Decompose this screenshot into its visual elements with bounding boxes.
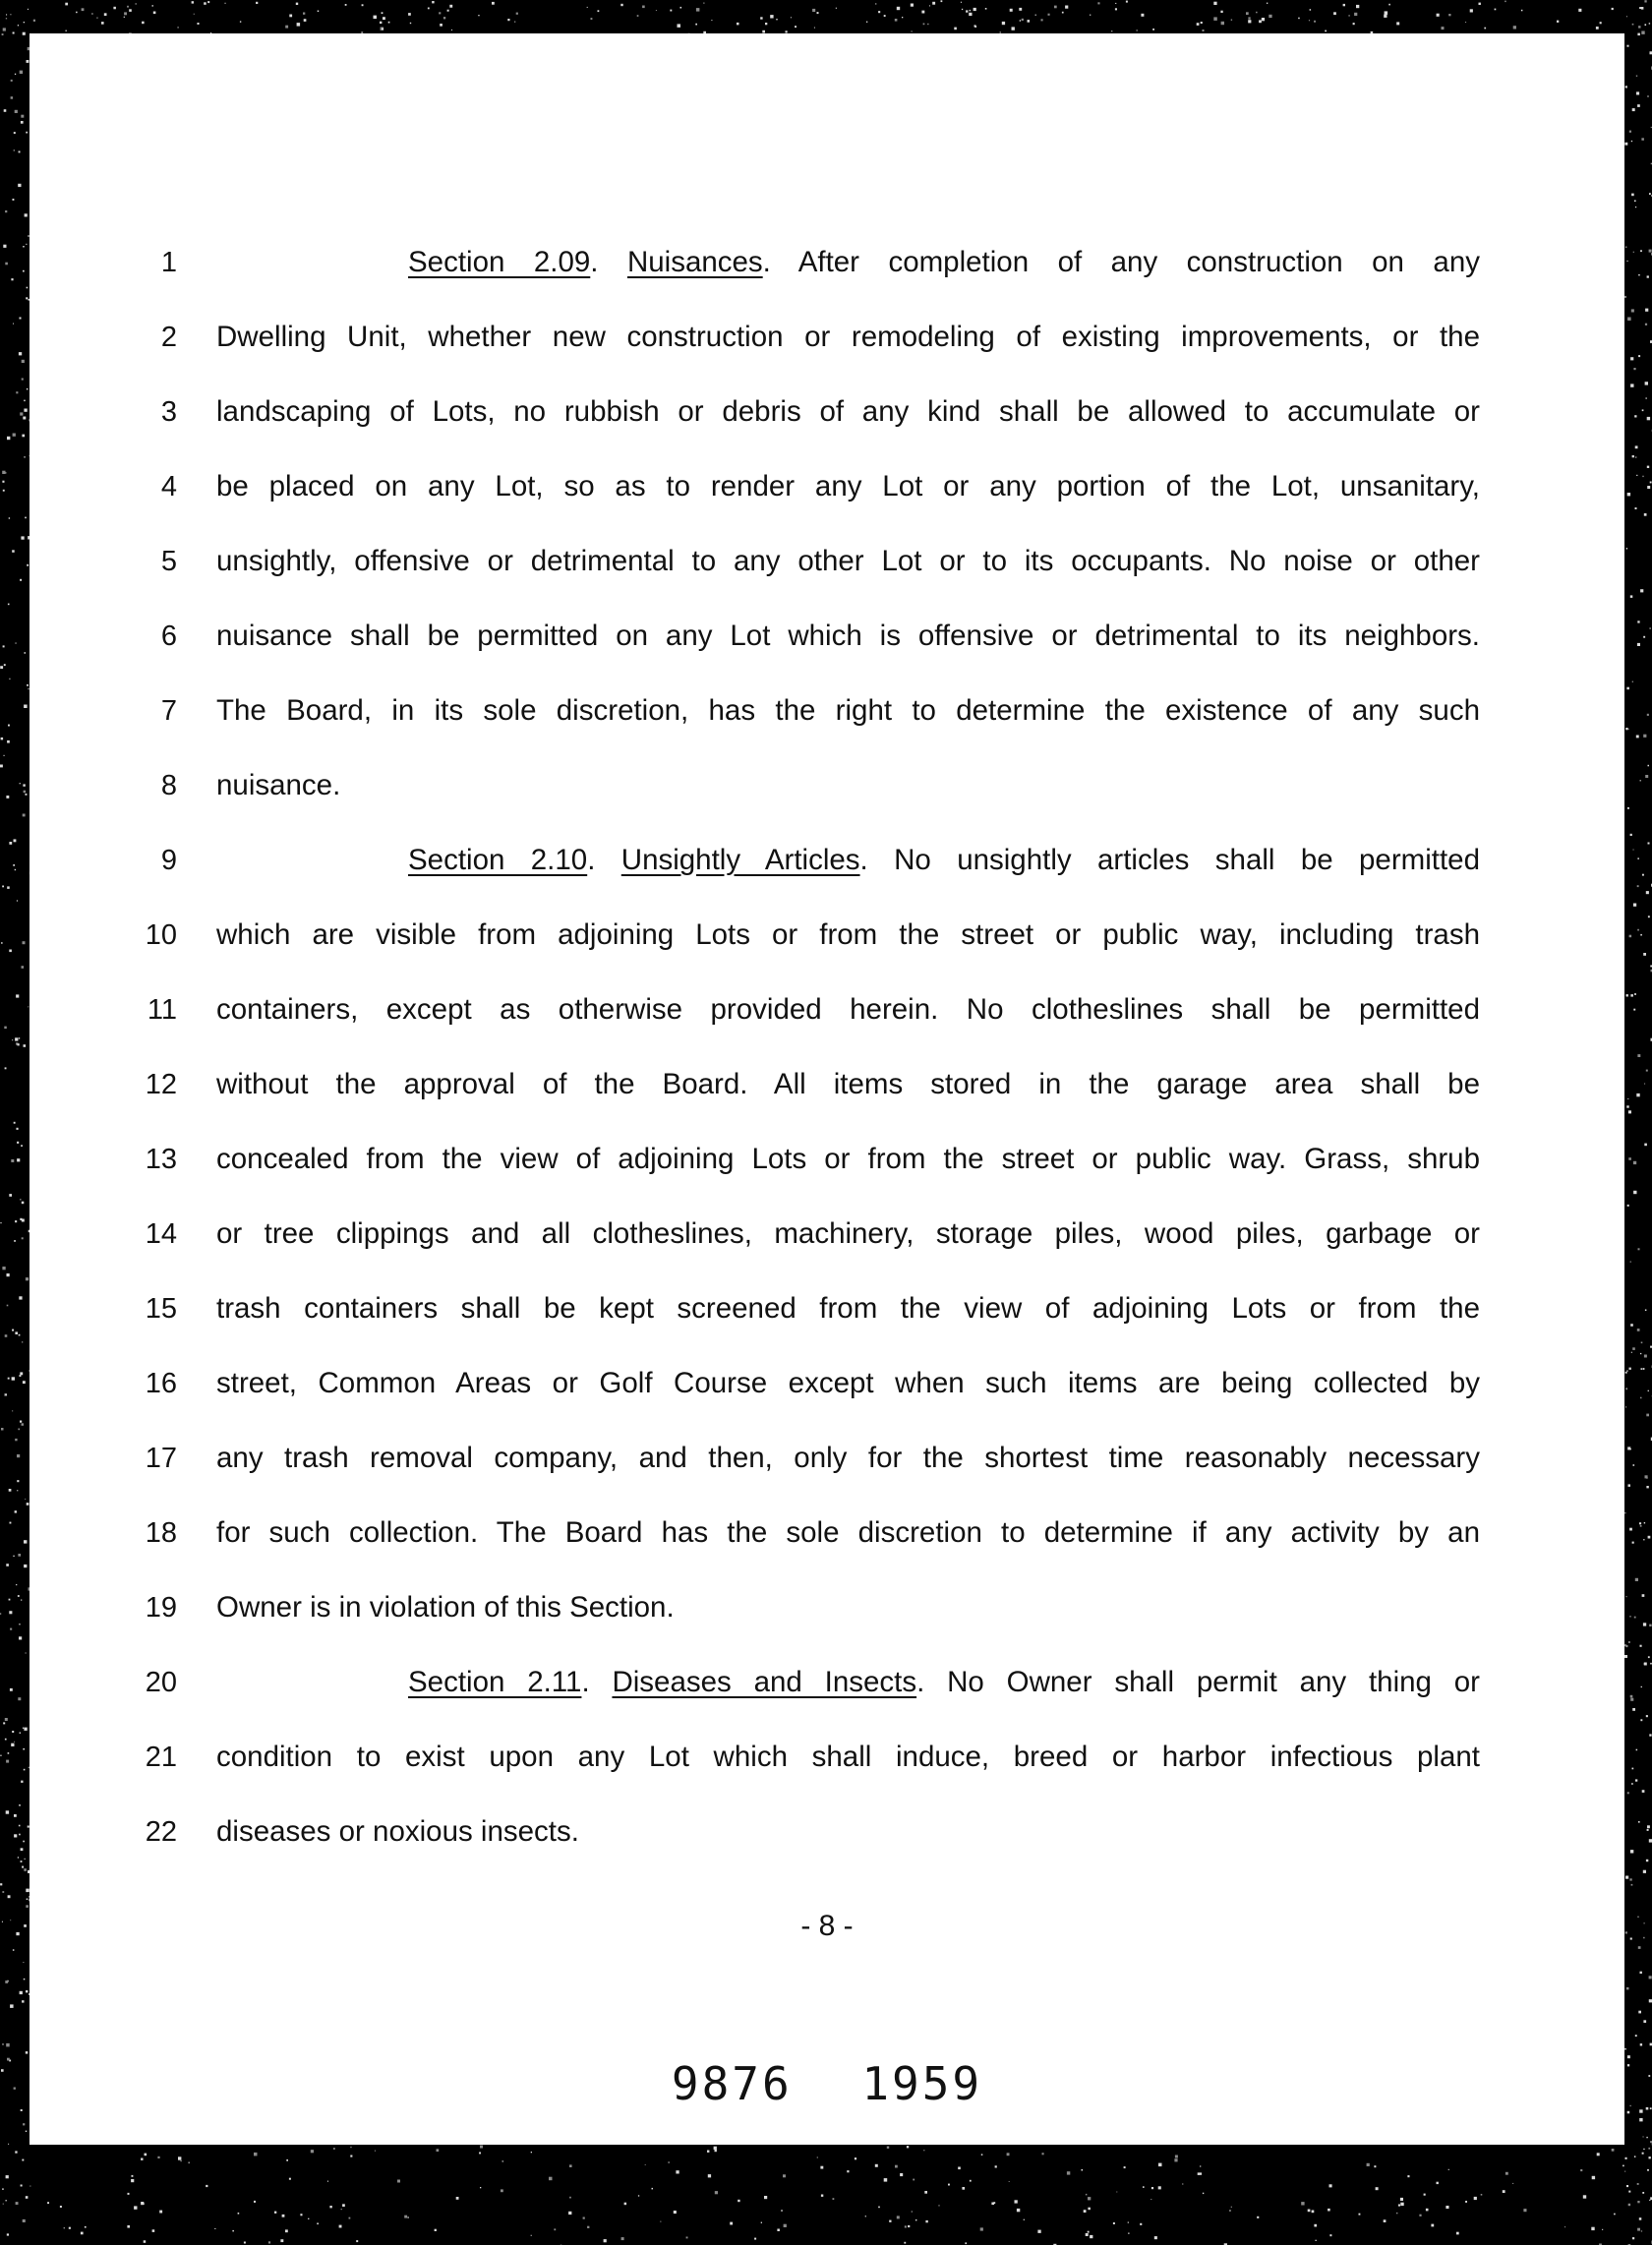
line-text	[216, 1583, 1480, 1632]
line-text	[216, 985, 1480, 1034]
line-text	[216, 1135, 1480, 1184]
text-run: trash containers shall be kept screened from the view of adjoining Lots or from the	[216, 1292, 1480, 1325]
text-run: unsightly, offensive or detrimental to any other Lot or to its occupants. No noise or other	[216, 545, 1480, 577]
text-run: nuisance.	[216, 769, 341, 801]
document-line	[30, 761, 1624, 810]
text-run: any trash removal company, and then, only for the shortest time reasonably necessary	[216, 1442, 1480, 1474]
line-number: 20	[145, 1667, 177, 1698]
line-text	[216, 761, 1480, 810]
line-text	[216, 1359, 1480, 1408]
line-number: 3	[160, 396, 177, 428]
text-run: condition to exist upon any Lot which shall induce, breed or harbor infectious plant	[216, 1741, 1480, 1773]
line-text	[216, 1284, 1480, 1333]
line-number: 13	[145, 1144, 177, 1175]
line-text	[216, 537, 1480, 586]
document-line	[30, 985, 1624, 1034]
text-run: . No Owner shall permit any thing or	[916, 1666, 1480, 1698]
document-line	[30, 911, 1624, 960]
text-run: .	[581, 1666, 613, 1698]
line-text	[216, 313, 1480, 362]
line-text	[216, 686, 1480, 736]
line-number: 18	[145, 1517, 177, 1549]
document-line	[30, 1807, 1624, 1857]
text-run: . No unsightly articles shall be permitted	[859, 844, 1480, 876]
line-number: 10	[145, 919, 177, 951]
document-line	[30, 238, 1624, 287]
line-number: 12	[145, 1069, 177, 1100]
line-text	[216, 1060, 1480, 1109]
text-run: diseases or noxious insects.	[216, 1815, 579, 1848]
recording-stamp: 9876 1959	[671, 2057, 983, 2110]
document-line	[30, 1583, 1624, 1632]
underlined-heading: Section 2.11	[408, 1666, 582, 1698]
line-number: 22	[145, 1816, 177, 1848]
line-number: 1	[160, 247, 177, 278]
document-line	[30, 1733, 1624, 1782]
page-number: - 8 -	[800, 1910, 854, 1942]
line-text	[216, 238, 1480, 287]
document-line	[30, 836, 1624, 885]
document-page	[30, 33, 1624, 2145]
text-run: containers, except as otherwise provided herein. No clotheslines shall be permitted	[216, 993, 1480, 1026]
document-line	[30, 1060, 1624, 1109]
document-line	[30, 1359, 1624, 1408]
line-text	[216, 1807, 1480, 1857]
text-run: concealed from the view of adjoining Lots or from the street or public way. Grass, shrub	[216, 1143, 1480, 1175]
line-number: 4	[160, 471, 177, 502]
line-number: 9	[160, 845, 177, 876]
document-line	[30, 1210, 1624, 1259]
line-text	[216, 1733, 1480, 1782]
line-number: 2	[160, 322, 177, 353]
underlined-heading: Diseases and Insects	[612, 1666, 917, 1698]
text-run: .	[590, 246, 627, 278]
text-run: or tree clippings and all clotheslines, machinery, storage piles, wood piles, garbage or	[216, 1217, 1480, 1250]
text-run: .	[587, 844, 621, 876]
text-run: nuisance shall be permitted on any Lot which is offensive or detrimental to its neighbors.	[216, 620, 1480, 652]
line-number: 6	[160, 620, 177, 652]
document-line	[30, 387, 1624, 437]
line-text	[216, 911, 1480, 960]
line-number: 14	[145, 1218, 177, 1250]
underlined-heading: Section 2.09	[408, 246, 591, 278]
line-number: 21	[145, 1742, 177, 1773]
line-text	[216, 1658, 1480, 1707]
document-line	[30, 1434, 1624, 1483]
document-line	[30, 462, 1624, 511]
text-run: without the approval of the Board. All items stored in the garage area shall be	[216, 1068, 1480, 1100]
line-number: 17	[145, 1443, 177, 1474]
line-number: 7	[160, 695, 177, 727]
line-text	[216, 1434, 1480, 1483]
line-text	[216, 1508, 1480, 1558]
line-text	[216, 836, 1480, 885]
text-run: be placed on any Lot, so as to render any Lot or any portion of the Lot, unsanitary,	[216, 470, 1480, 502]
document-line	[30, 686, 1624, 736]
line-number: 8	[160, 770, 177, 801]
document-line	[30, 1135, 1624, 1184]
line-number: 11	[147, 994, 177, 1026]
line-text	[216, 462, 1480, 511]
line-number: 16	[145, 1368, 177, 1399]
text-run: for such collection. The Board has the sole discretion to determine if any activity by an	[216, 1516, 1480, 1549]
document-line	[30, 1284, 1624, 1333]
document-line	[30, 537, 1624, 586]
line-number: 15	[145, 1293, 177, 1325]
document-line	[30, 612, 1624, 661]
line-text	[216, 387, 1480, 437]
underlined-heading: Section 2.10	[408, 844, 588, 876]
text-run: The Board, in its sole discretion, has the right to determine the existence of any such	[216, 694, 1480, 727]
underlined-heading: Nuisances	[626, 246, 763, 278]
text-run: street, Common Areas or Golf Course except when such items are being collected by	[216, 1367, 1480, 1399]
text-run: . After completion of any construction on any	[762, 246, 1480, 278]
document-line	[30, 1508, 1624, 1558]
text-run: landscaping of Lots, no rubbish or debris of any kind shall be allowed to accumulate or	[216, 395, 1480, 428]
document-line	[30, 313, 1624, 362]
text-run: Owner is in violation of this Section.	[216, 1591, 675, 1624]
document-line	[30, 1658, 1624, 1707]
line-number: 5	[160, 546, 177, 577]
underlined-heading: Unsightly Articles	[620, 844, 860, 876]
text-run: which are visible from adjoining Lots or from the street or public way, including trash	[216, 918, 1480, 951]
text-run: Dwelling Unit, whether new construction or remodeling of existing improvements, or the	[216, 321, 1480, 353]
line-text	[216, 1210, 1480, 1259]
line-number: 19	[145, 1592, 177, 1624]
line-text	[216, 612, 1480, 661]
